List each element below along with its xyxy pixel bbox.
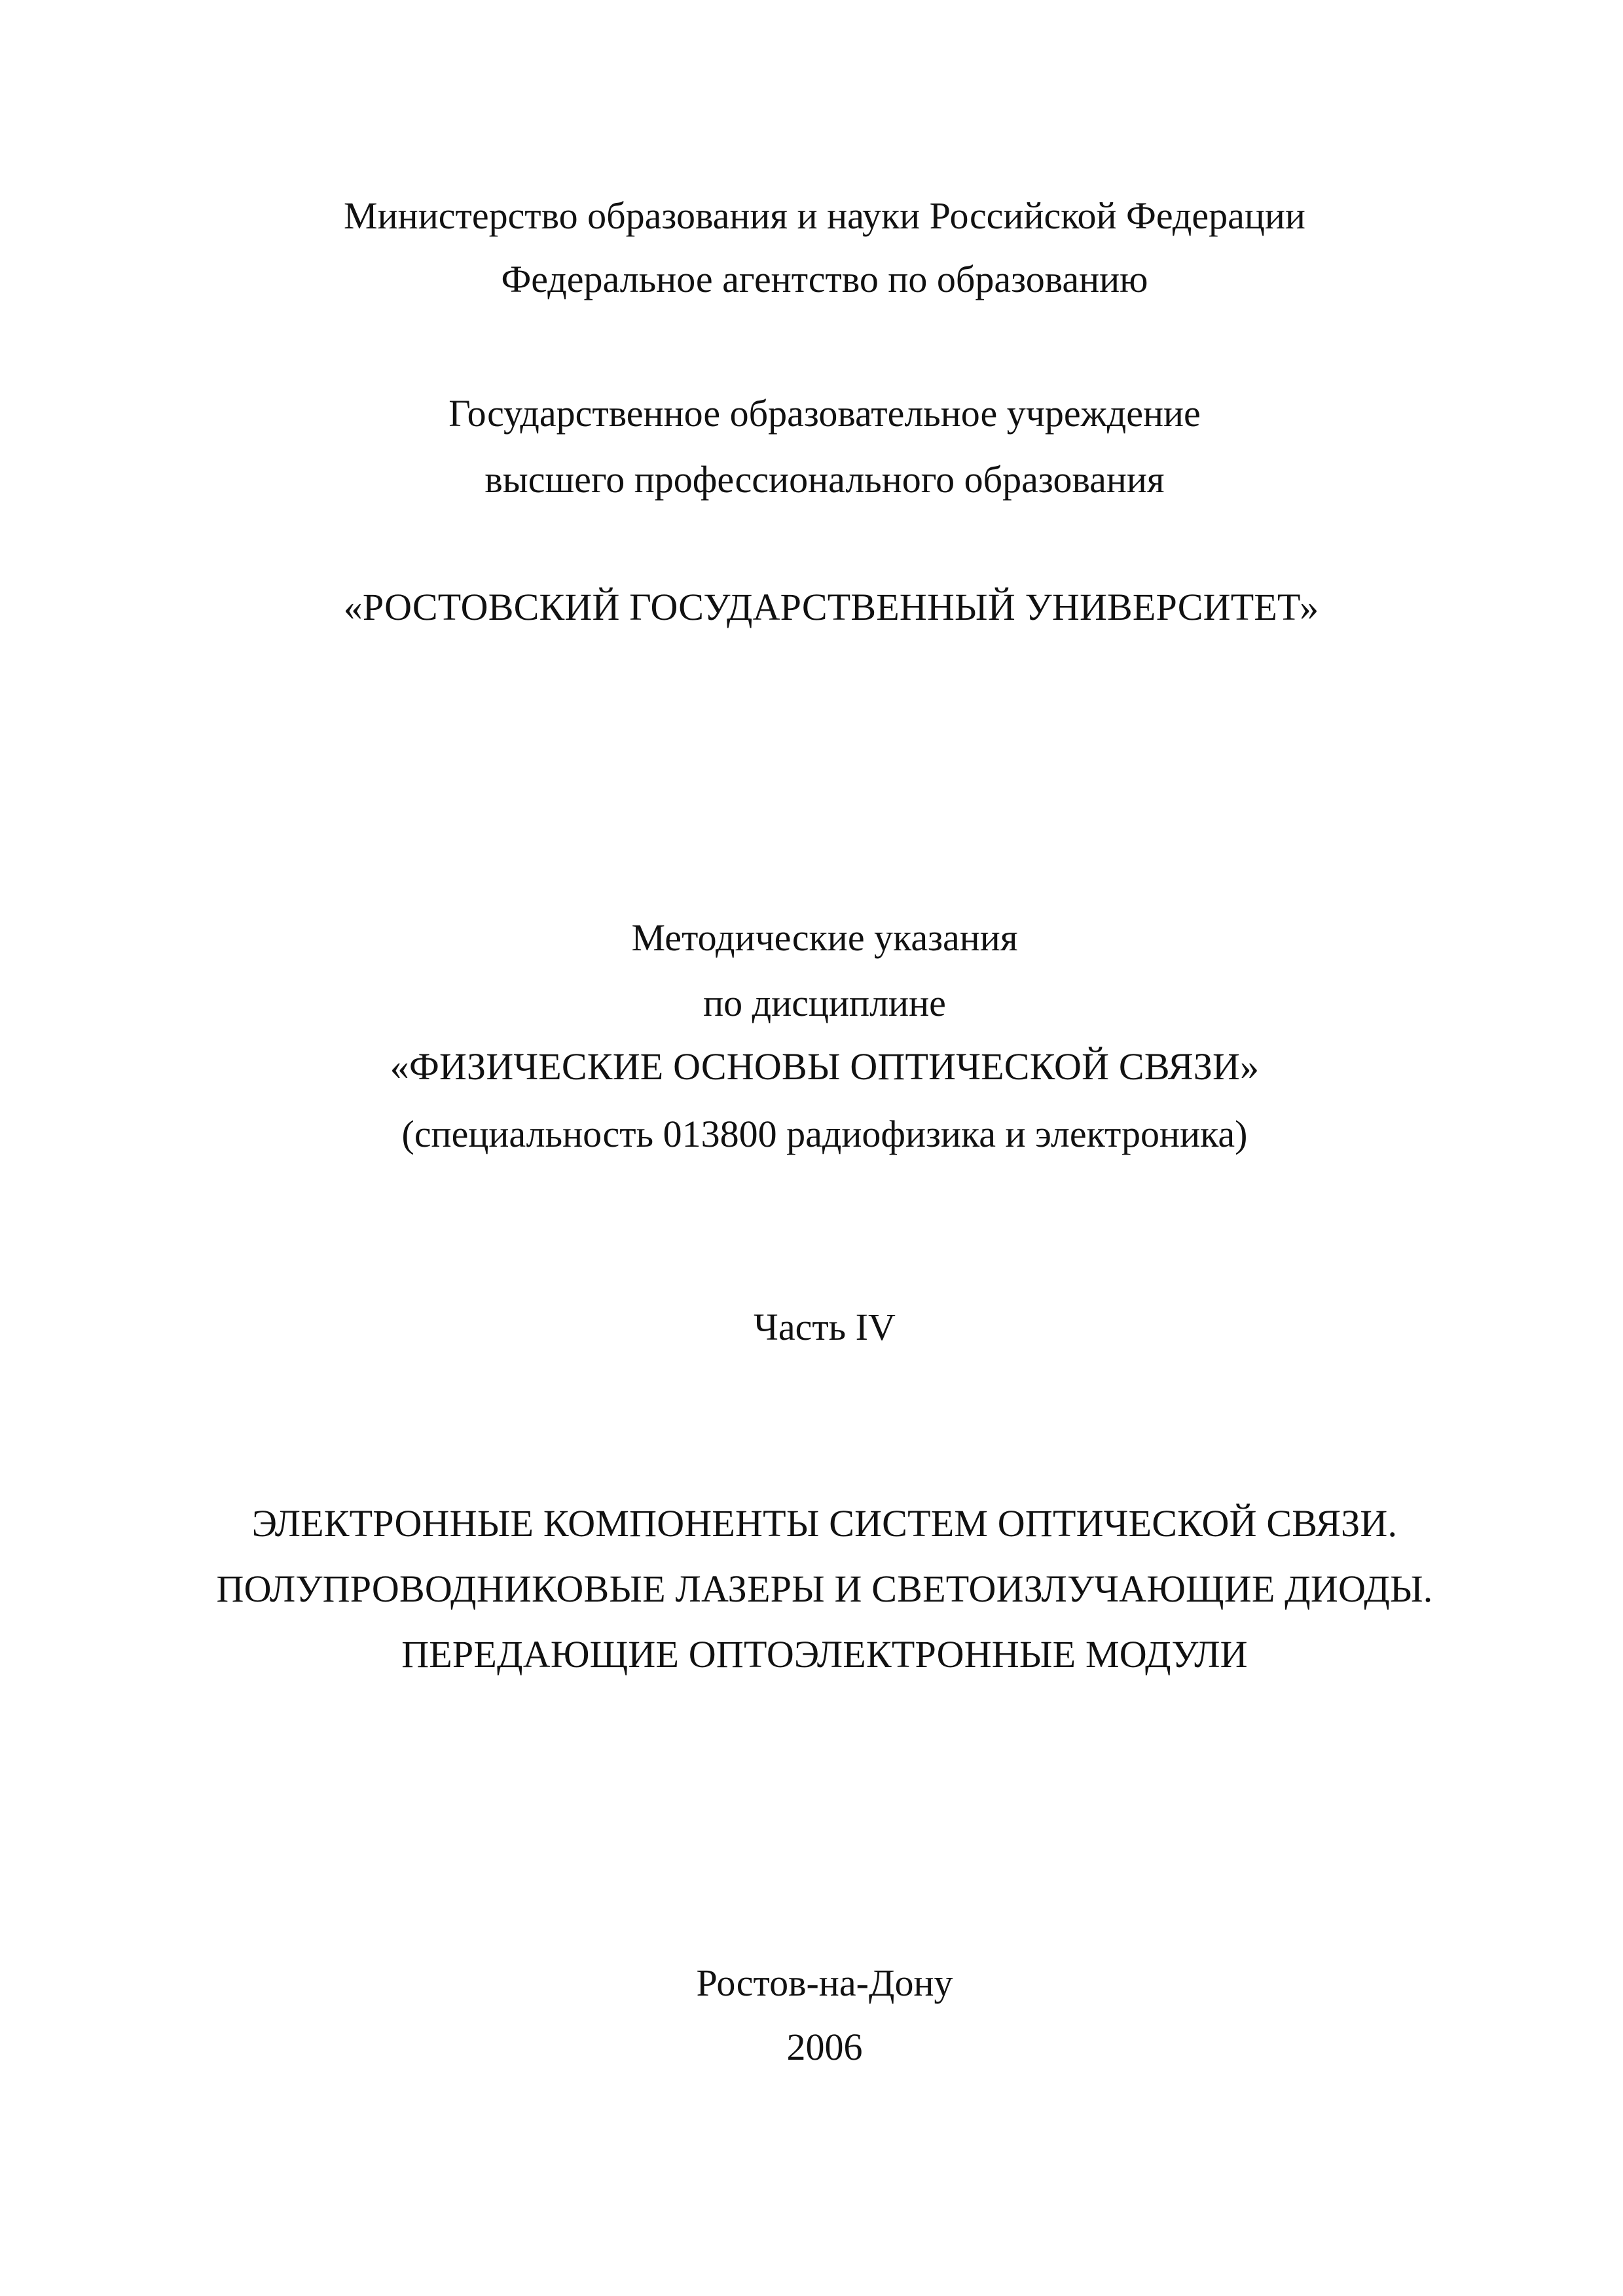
title-line-1: ЭЛЕКТРОННЫЕ КОМПОНЕНТЫ СИСТЕМ ОПТИЧЕСКОЙ СВЯЗИ.: [251, 1502, 1398, 1545]
publication-city: Ростов-на-Дону: [696, 1962, 953, 2004]
title-line-2: ПОЛУПРОВОДНИКОВЫЕ ЛАЗЕРЫ И СВЕТОИЗЛУЧАЮЩИЕ ДИОДЫ.: [216, 1568, 1433, 1610]
document-type: Методические указания: [631, 916, 1018, 959]
publication-year: 2006: [786, 2026, 863, 2068]
agency-name: Федеральное агентство по образованию: [501, 258, 1148, 300]
discipline-intro: по дисциплине: [703, 982, 946, 1024]
ministry-name: Министерство образования и науки Российской Федерации: [344, 194, 1305, 237]
institution-level: высшего профессионального образования: [484, 458, 1165, 501]
university-name: «РОСТОВСКИЙ ГОСУДАРСТВЕННЫЙ УНИВЕРСИТЕТ»: [343, 586, 1319, 628]
discipline-name: «ФИЗИЧЕСКИЕ ОСНОВЫ ОПТИЧЕСКОЙ СВЯЗИ»: [390, 1045, 1260, 1088]
part-number: Часть IV: [754, 1306, 896, 1348]
specialty: (специальность 013800 радиофизика и электроника): [401, 1113, 1248, 1155]
title-line-3: ПЕРЕДАЮЩИЕ ОПТОЭЛЕКТРОННЫЕ МОДУЛИ: [401, 1633, 1248, 1676]
institution-type: Государственное образовательное учреждение: [448, 392, 1201, 435]
